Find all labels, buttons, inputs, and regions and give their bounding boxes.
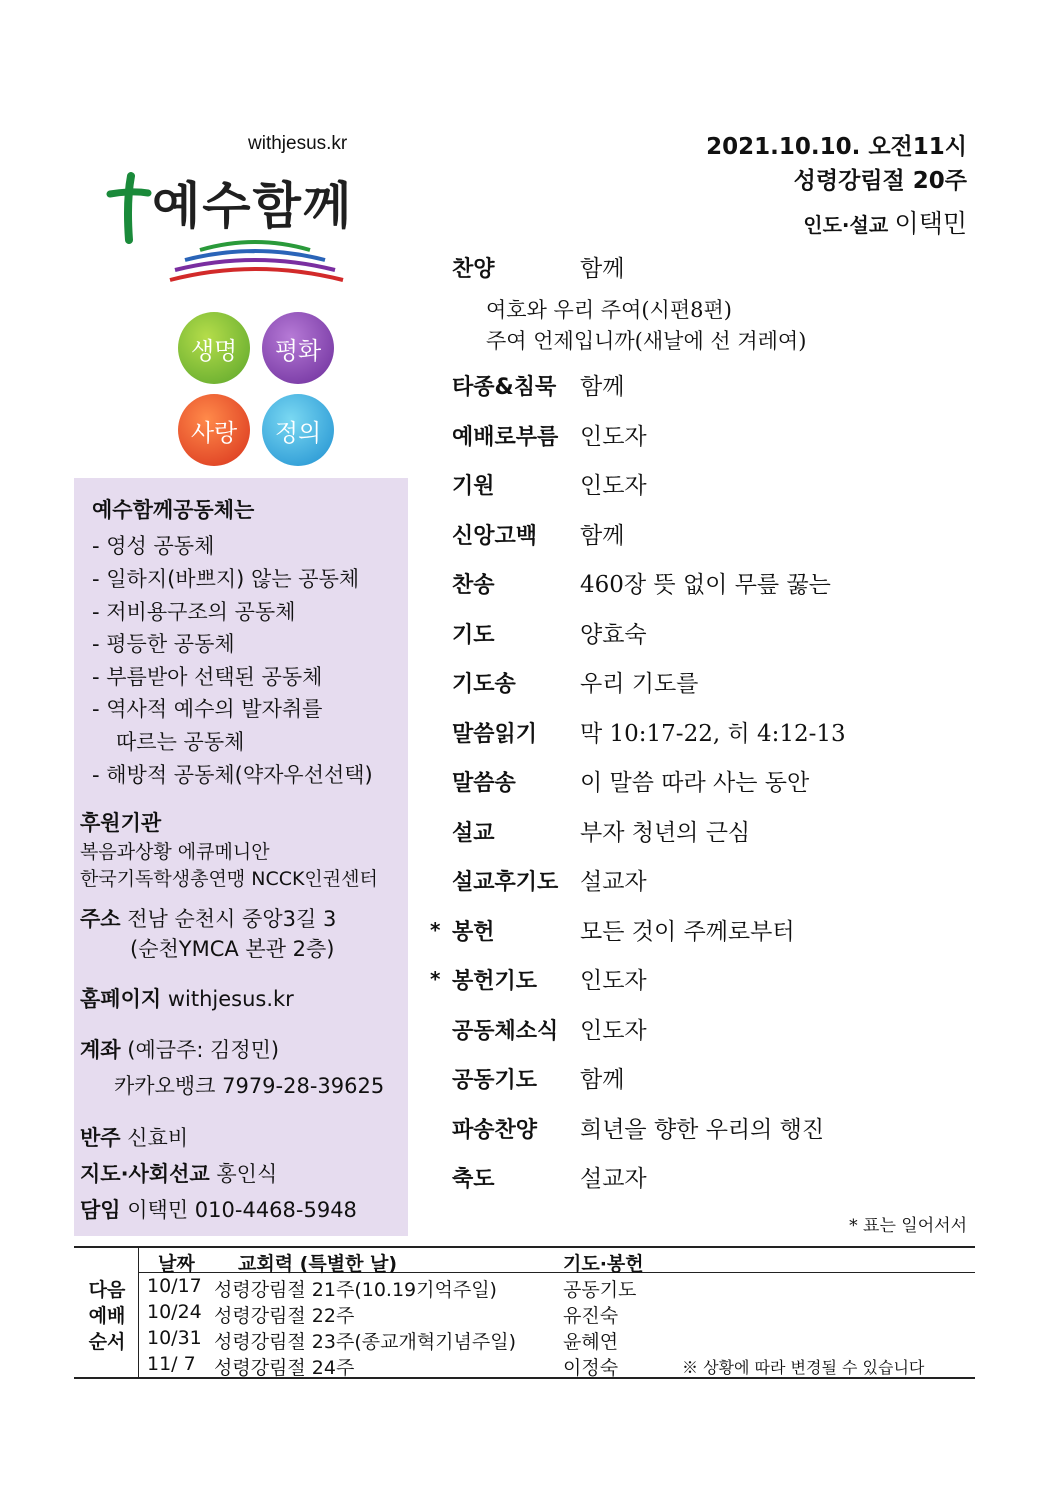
- leader-label: 인도·설교: [803, 213, 889, 237]
- worship-value: 인도자: [580, 424, 647, 450]
- worship-row: [430, 568, 970, 608]
- community-item: - 부름받아 선택된 공동체: [92, 665, 323, 689]
- worship-row: [430, 1113, 970, 1153]
- worship-value: 막 10:17-22, 히 4:12-13: [580, 721, 846, 747]
- worship-label: 말씀읽기: [452, 722, 538, 747]
- site-url[interactable]: withjesus.kr: [248, 133, 348, 154]
- mission-name: 홍인식: [216, 1162, 278, 1186]
- worship-row: [430, 519, 970, 559]
- worship-value: 희년을 향한 우리의 행진: [580, 1117, 825, 1143]
- logo-title: 예수함께: [152, 177, 354, 235]
- accompanist-label: 반주: [80, 1126, 121, 1150]
- standing-marker: *: [430, 918, 441, 942]
- worship-row: [430, 618, 970, 658]
- community-item: - 저비용구조의 공동체: [92, 600, 296, 624]
- worship-value: 이 말씀 따라 사는 동안: [580, 770, 810, 796]
- worship-value: 함께: [580, 1067, 625, 1093]
- sponsor-line: 복음과상황 에큐메니안: [80, 841, 270, 863]
- schedule-side-label: 예배: [88, 1305, 126, 1327]
- pastor-label: 담임: [80, 1198, 121, 1222]
- worship-value: 인도자: [580, 1018, 647, 1044]
- logo-arcs: [165, 236, 345, 286]
- worship-label: 봉헌: [452, 920, 495, 945]
- worship-value: 함께: [580, 374, 625, 400]
- schedule-header-date: 날짜: [158, 1253, 195, 1275]
- worship-value: 양효숙: [580, 622, 647, 648]
- worship-row: [430, 964, 970, 1004]
- worship-row: [430, 717, 970, 757]
- worship-row: [430, 1014, 970, 1054]
- schedule-header-prayer: 기도·봉헌: [563, 1253, 644, 1275]
- worship-row: [430, 915, 970, 955]
- community-item: - 해방적 공동체(약자우선선택): [92, 763, 373, 787]
- community-title: 예수함께공동체는: [92, 498, 255, 522]
- schedule-cell-date: 11/ 7: [147, 1353, 196, 1375]
- schedule-cell-prayer: 공동기도: [563, 1279, 637, 1301]
- schedule-top-rule: [74, 1246, 975, 1248]
- worship-label: 기원: [452, 474, 495, 499]
- address-label: 주소: [80, 907, 121, 931]
- schedule-note: ※ 상황에 따라 변경될 수 있습니다: [682, 1358, 925, 1377]
- community-item: - 평등한 공동체: [92, 632, 235, 656]
- service-datetime: 2021.10.10. 오전11시: [706, 134, 967, 160]
- community-item: - 역사적 예수의 발자취를: [92, 697, 323, 721]
- community-info-box: [74, 478, 408, 1236]
- schedule-cell-calendar: 성령강림절 22주: [214, 1305, 355, 1327]
- worship-row: [430, 370, 970, 410]
- badge-love: 사랑: [178, 394, 250, 466]
- worship-value: 우리 기도를: [580, 671, 699, 697]
- worship-label: 찬양: [452, 257, 495, 282]
- worship-label: 신앙고백: [452, 524, 538, 549]
- worship-row: [430, 420, 970, 460]
- community-item: - 일하지(바쁘지) 않는 공동체: [92, 567, 360, 591]
- worship-label: 찬송: [452, 573, 495, 598]
- praise-song: 여호와 우리 주여(시편8편): [486, 298, 732, 322]
- schedule-cell-calendar: 성령강림절 23주(종교개혁기념주일): [214, 1331, 516, 1353]
- leader-name: 이택민: [894, 209, 967, 238]
- worship-value: 인도자: [580, 473, 647, 499]
- stand-note: * 표는 일어서서: [849, 1216, 967, 1236]
- worship-label: 기도송: [452, 672, 516, 697]
- homepage-link[interactable]: withjesus.kr: [167, 987, 294, 1011]
- schedule-cell-date: 10/31: [147, 1327, 202, 1349]
- schedule-cell-calendar: 성령강림절 24주: [214, 1357, 355, 1379]
- schedule-cell-prayer: 유진숙: [563, 1305, 619, 1327]
- schedule-cell-prayer: 이정숙: [563, 1357, 619, 1379]
- pastor-contact: 이택민 010-4468-5948: [127, 1198, 357, 1222]
- worship-label: 파송찬양: [452, 1118, 538, 1143]
- worship-row: [430, 766, 970, 806]
- liturgical-season: 성령강림절 20주: [793, 168, 967, 194]
- schedule-vertical-rule: [138, 1246, 139, 1377]
- worship-label: 말씀송: [452, 771, 516, 796]
- schedule-header-calendar: 교회력 (특별한 날): [238, 1253, 398, 1275]
- worship-row: [430, 1063, 970, 1103]
- account-holder: (예금주: 김정민): [127, 1038, 280, 1062]
- praise-song: 주여 언제입니까(새날에 선 겨레여): [486, 329, 807, 353]
- worship-label: 설교: [452, 821, 495, 846]
- schedule-cell-prayer: 윤혜연: [563, 1331, 619, 1353]
- worship-value: 부자 청년의 근심: [580, 820, 751, 846]
- community-item: 따르는 공동체: [116, 730, 245, 754]
- worship-row: [430, 667, 970, 707]
- worship-row: [430, 865, 970, 905]
- sponsor-line: 한국기독학생총연맹 NCCK인권센터: [80, 868, 378, 890]
- worship-value: 함께: [580, 523, 625, 549]
- worship-label: 타종&침묵: [452, 375, 557, 400]
- schedule-side-label: 다음: [88, 1279, 126, 1301]
- mission-label: 지도·사회선교: [80, 1162, 210, 1186]
- sponsor-label: 후원기관: [80, 811, 162, 835]
- badge-life: 생명: [178, 312, 250, 384]
- worship-label: 설교후기도: [452, 870, 559, 895]
- schedule-cell-date: 10/17: [147, 1275, 202, 1297]
- schedule-cell-date: 10/24: [147, 1301, 202, 1323]
- schedule-side-label: 순서: [88, 1331, 126, 1353]
- homepage-label: 홈페이지: [80, 987, 162, 1011]
- worship-label: 공동체소식: [452, 1019, 559, 1044]
- worship-label: 기도: [452, 623, 495, 648]
- worship-value: 함께: [580, 256, 625, 282]
- worship-row: [430, 469, 970, 509]
- badge-justice: 정의: [262, 394, 334, 466]
- worship-row-praise: [430, 252, 970, 292]
- worship-value: 인도자: [580, 968, 647, 994]
- worship-label: 축도: [452, 1167, 495, 1192]
- worship-row: [430, 1162, 970, 1202]
- worship-value: 460장 뜻 없이 무릎 꿇는: [580, 572, 831, 598]
- badge-peace: 평화: [262, 312, 334, 384]
- leader-line: [803, 204, 967, 240]
- worship-value: 모든 것이 주께로부터: [580, 919, 795, 945]
- worship-row: [430, 816, 970, 856]
- account-number: 카카오뱅크 7979-28-39625: [114, 1074, 385, 1098]
- worship-label: 예배로부름: [452, 425, 559, 450]
- address-line: (순천YMCA 본관 2층): [130, 937, 335, 961]
- worship-label: 봉헌기도: [452, 969, 538, 994]
- account-label: 계좌: [80, 1038, 121, 1062]
- standing-marker: *: [430, 967, 441, 991]
- worship-value: 설교자: [580, 1166, 647, 1192]
- community-item: - 영성 공동체: [92, 534, 215, 558]
- worship-label: 공동기도: [452, 1068, 538, 1093]
- accompanist-name: 신효비: [127, 1126, 189, 1150]
- cross-icon: [104, 172, 152, 244]
- schedule-cell-calendar: 성령강림절 21주(10.19기억주일): [214, 1279, 497, 1301]
- address-line: 전남 순천시 중앙3길 3: [127, 907, 337, 931]
- worship-value: 설교자: [580, 869, 647, 895]
